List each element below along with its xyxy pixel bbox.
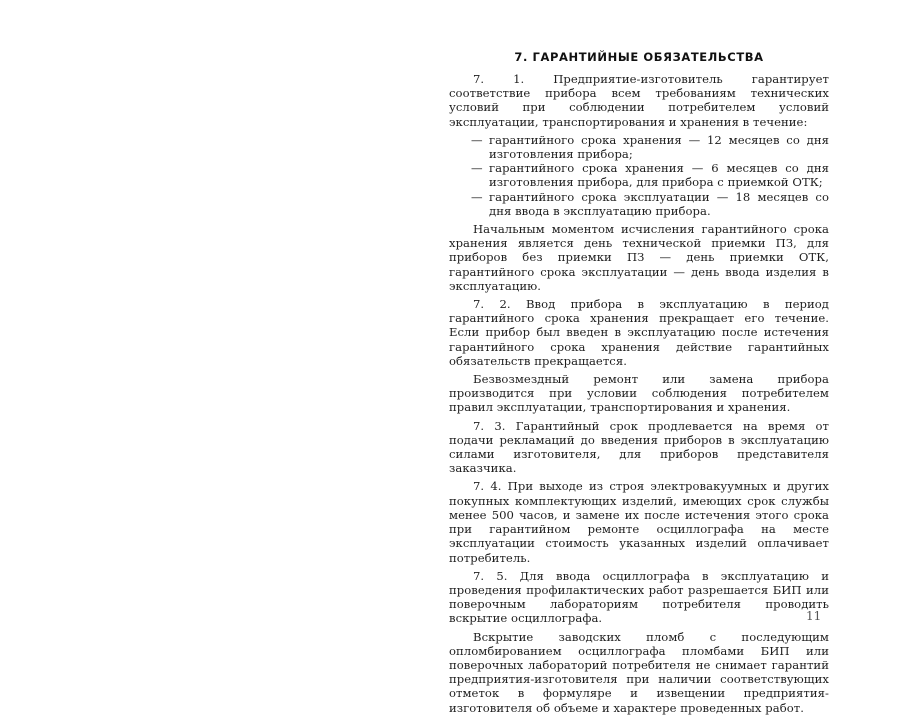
document-page — [449, 50, 829, 719]
paragraph-7-2: 7. 2. Ввод прибора в эксплуатацию в период гарантийного срока хранения прекращает его течение. Если прибор был введен в эксплуатацию после истечения гарантийного срока хранения действие гарантийных обязательств прекращается. — [449, 297, 829, 368]
dash-item-operation: — гарантийного срока эксплуатации — 18 месяцев со дня ввода в эксплуатацию прибора. — [449, 190, 829, 218]
paragraph-7-5: 7. 5. Для ввода осциллографа в эксплуатацию и проведения профилактических работ разрешается БИП или поверочным лабораториям потребителя проводить вскрытие осциллографа. — [449, 568, 829, 626]
paragraph-7-4: 7. 4. При выходе из строя электровакуумных и других покупных комплектующих изделий, имеющих срок службы менее 500 часов, и замене их после истечения этого срока при гарантийном ремонте осциллографа на месте эксплуатации стоимость указанных изделий оплачивает потребитель. — [449, 479, 829, 565]
paragraph-7-3: 7. 3. Гарантийный срок продлевается на время от подачи рекламаций до введения приборов в эксплуатацию силами изготовителя, для приборов представителя заказчика. — [449, 418, 829, 476]
page-number: 11 — [806, 609, 822, 623]
paragraph-free-repair: Безвозмездный ремонт или замена прибора производится при условии соблюдения потребителем правил эксплуатации, транспортирования и хранения. — [449, 372, 829, 415]
paragraph-7-1: 7. 1. Предприятие-изготовитель гарантирует соответствие прибора всем требованиям технических условий при соблюдении потребителем условий эксплуатации, транспортирования и хранения в течение: — [449, 72, 829, 129]
paragraph-start-moment: Начальным моментом исчисления гарантийного срока хранения является день технической приемки ПЗ, для приборов без приемки ПЗ — день приемки ОТК, гарантийного срока эксплуатации — день ввода изделия в эксплуатацию. — [449, 222, 829, 293]
section-title: 7. ГАРАНТИЙНЫЕ ОБЯЗАТЕЛЬСТВА — [514, 50, 764, 64]
paragraph-seals: Вскрытие заводских пломб с последующим опломбированием осциллографа пломбами БИП или поверочных лабораторий потребителя не снимает гарантий предприятия-изготовителя при наличии соответствующих отметок в формуляре и извещении предприятия-изготовителя об объеме и характере проведенных работ. — [449, 629, 829, 715]
dash-item-storage: — гарантийного срока хранения — 12 месяцев со дня изготовления прибора; — [449, 133, 829, 161]
dash-item-storage-otk: — гарантийного срока хранения — 6 месяцев со дня изготовления прибора, для прибора с приемкой ОТК; — [449, 161, 829, 189]
